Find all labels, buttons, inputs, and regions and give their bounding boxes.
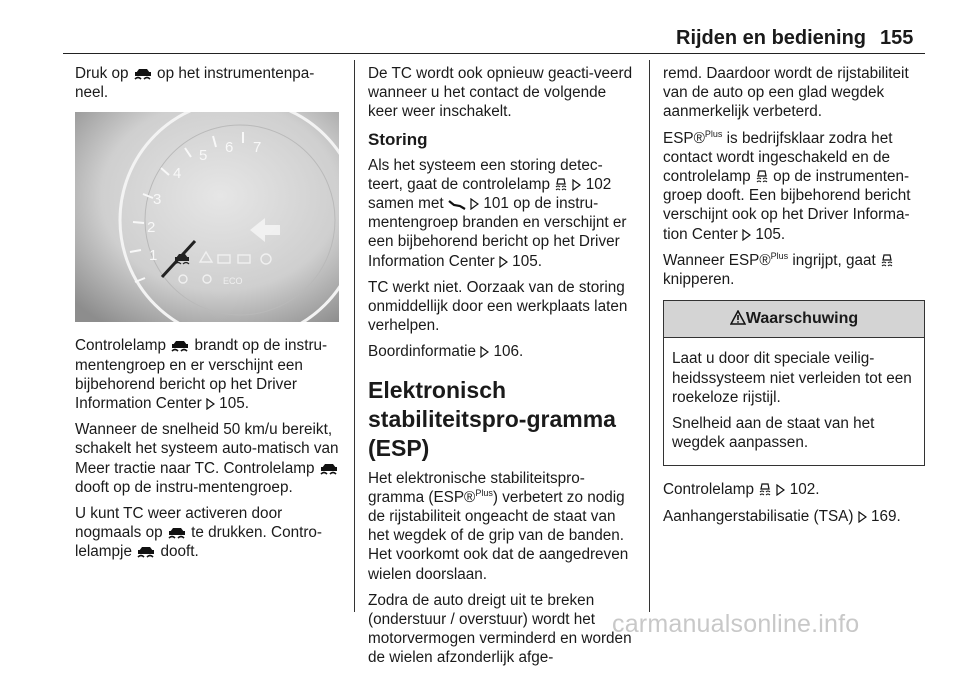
section-heading-esp: Elektronisch stabiliteitspro-gramma (ESP) bbox=[368, 376, 616, 461]
paragraph: Aanhangerstabilisatie (TSA) 169. bbox=[663, 507, 901, 525]
column-2 bbox=[368, 64, 634, 675]
page-ref-arrow-icon bbox=[470, 198, 479, 210]
watermark: carmanualsonline.info bbox=[612, 610, 860, 638]
warning-box bbox=[663, 300, 925, 466]
warning-title: Waarschuwing bbox=[745, 310, 859, 328]
traction-control-icon bbox=[133, 66, 153, 80]
column-divider-2 bbox=[649, 60, 650, 612]
eco-label: ECO bbox=[223, 276, 243, 287]
page-number: 155 bbox=[880, 27, 914, 49]
column-3 bbox=[663, 64, 925, 533]
warning-body bbox=[664, 338, 924, 465]
service-wrench-icon bbox=[448, 198, 466, 210]
page-ref-arrow-icon bbox=[499, 256, 508, 268]
traction-control-icon bbox=[170, 338, 190, 352]
warning-header bbox=[664, 301, 924, 338]
traction-control-icon bbox=[167, 525, 187, 539]
paragraph: De TC wordt ook opnieuw geacti-veerd wanneer u het contact de volgende keer weer inschakelt. bbox=[368, 65, 633, 121]
section-heading-storing: Storing bbox=[368, 129, 428, 149]
paragraph: Controlelamp 102. bbox=[663, 481, 820, 499]
warning-triangle-icon bbox=[730, 310, 746, 325]
paragraph: ESP®$^{Plus}$ is bedrijfsklaar zodra het contact wordt ingeschakeld en de controlelamp op de instrumenten-groep dooft. Een bijbehorend bericht verschijnt ook op het Driver Informa-tion Center 105. bbox=[663, 128, 911, 243]
paragraph: remd. Daardoor wordt de rijstabiliteit van de auto op een glad wegdek aanmerkelijk verbeterd. bbox=[663, 65, 909, 121]
running-header: Rijden en bediening bbox=[676, 27, 867, 49]
paragraph: Zodra de auto dreigt uit te breken (onderstuur / overstuur) wordt het motorvermogen verminderd en worden de wielen afzonderlijk afge- bbox=[368, 591, 632, 667]
instrument-cluster-figure bbox=[75, 112, 339, 322]
esp-icon bbox=[755, 169, 769, 183]
gauge-number: 7 bbox=[253, 139, 262, 157]
paragraph: Het elektronische stabiliteitspro-gramma (ESP®$^{Plus}$) verbetert zo nodig de rijstabiliteit ongeacht de staat van het wegdek of de grip van de banden. Het voorkomt ook dat de aangedreven wielen doorslaan. bbox=[368, 469, 629, 583]
paragraph: U kunt TC weer activeren door nogmaals op te drukken. Contro-lelampje dooft. bbox=[75, 505, 323, 561]
paragraph: Snelheid aan de staat van het wegdek aanpassen. bbox=[672, 415, 875, 452]
gauge-number: 2 bbox=[147, 219, 156, 237]
esp-icon bbox=[880, 253, 894, 267]
page-ref-arrow-icon bbox=[480, 346, 489, 358]
gauge-number: 3 bbox=[153, 191, 162, 209]
page-ref-arrow-icon bbox=[742, 229, 751, 241]
paragraph: Wanneer ESP®$^{Plus}$ ingrijpt, gaat knipperen. bbox=[663, 251, 925, 289]
gauge-number: 1 bbox=[149, 247, 158, 265]
paragraph: Boordinformatie 106. bbox=[368, 343, 524, 361]
paragraph: Controlelamp brandt op de instru-mentengroep en er verschijnt een bijbehorend bericht op het Driver Information Center 105. bbox=[75, 337, 328, 413]
gauge-number: 4 bbox=[173, 165, 182, 183]
column-1 bbox=[75, 64, 343, 569]
gauge-number: 5 bbox=[199, 147, 208, 165]
column-divider-1 bbox=[354, 60, 355, 612]
esp-icon bbox=[758, 482, 772, 496]
page-ref-arrow-icon bbox=[206, 398, 215, 410]
esp-icon bbox=[554, 177, 568, 191]
gauge-number: 6 bbox=[225, 139, 234, 157]
traction-control-icon bbox=[136, 544, 156, 558]
header-rule bbox=[63, 53, 925, 54]
traction-control-icon bbox=[319, 461, 339, 475]
paragraph: Druk op op het instrumentenpa-neel. bbox=[75, 65, 315, 102]
paragraph: Laat u door dit speciale veilig-heidssysteem niet verleiden tot een roekeloze rijstijl. bbox=[672, 350, 912, 406]
paragraph: Als het systeem een storing detec-teert, gaat de controlelamp 102 samen met 101 op de instru-mentengroep branden en verschijnt er een bijbehorend bericht op het Driver Information Center 105. bbox=[368, 156, 627, 270]
paragraph: TC werkt niet. Oorzaak van de storing onmiddellijk door een werkplaats laten verhelpen. bbox=[368, 278, 628, 335]
paragraph: Wanneer de snelheid 50 km/u bereikt, schakelt het systeem auto-matisch van Meer tractie naar TC. Controlelamp dooft op de instru-mentengroep. bbox=[75, 421, 339, 496]
page-ref-arrow-icon bbox=[858, 511, 867, 523]
